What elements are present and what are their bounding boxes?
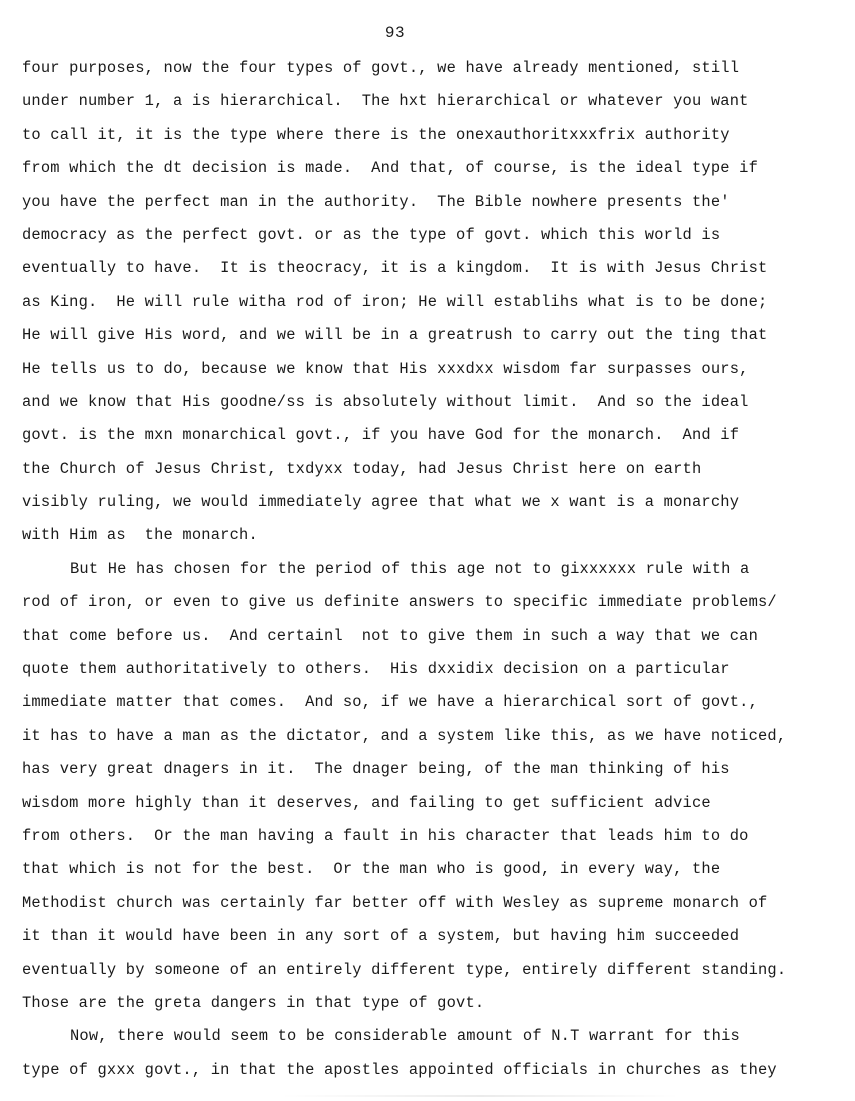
text-line: and we know that His goodne/ss is absolutely without limit. And so the ideal (22, 392, 749, 411)
text-line: Methodist church was certainly far better off with Wesley as supreme monarch of (22, 893, 768, 912)
scan-edge-shadow (280, 1095, 680, 1097)
text-line: with Him as the monarch. (22, 526, 258, 545)
text-line: it than it would have been in any sort of a system, but having him succeeded (22, 927, 740, 946)
text-line: has very great dnagers in it. The dnager being, of the man thinking of his (22, 760, 730, 779)
text-line: immediate matter that comes. And so, if we have a hierarchical sort of govt., (22, 693, 758, 712)
text-line: type of gxxx govt., in that the apostles appointed officials in churches as they (22, 1060, 777, 1079)
text-line: it has to have a man as the dictator, and a system like this, as we have noticed, (22, 726, 787, 745)
typed-text-body (22, 58, 842, 1093)
text-line: the Church of Jesus Christ, txdyxx today, had Jesus Christ here on earth (22, 459, 702, 478)
text-line: govt. is the mxn monarchical govt., if you have God for the monarch. And if (22, 426, 740, 445)
text-line: as King. He will rule witha rod of iron; He will establihs what is to be done; (22, 292, 768, 311)
text-line: quote them authoritatively to others. His dxxidix decision on a particular (22, 660, 730, 679)
text-line: eventually by someone of an entirely different type, entirely different standing. (22, 960, 787, 979)
paragraph-first-line: Now, there would seem to be considerable amount of N.T warrant for this (70, 1027, 740, 1046)
text-line: from others. Or the man having a fault in his character that leads him to do (22, 826, 749, 845)
text-line: He will give His word, and we will be in a greatrush to carry out the ting that (22, 326, 768, 345)
text-line: under number 1, a is hierarchical. The hxt hierarchical or whatever you want (22, 92, 749, 111)
page-number: 93 (384, 24, 406, 42)
text-line: He tells us to do, because we know that His xxxdxx wisdom far surpasses ours, (22, 359, 749, 378)
text-line: democracy as the perfect govt. or as the type of govt. which this world is (22, 225, 721, 244)
text-line: to call it, it is the type where there is the onexauthoritxxxfrix authority (22, 125, 730, 144)
text-line: visibly ruling, we would immediately agree that what we x want is a monarchy (22, 493, 740, 512)
text-line: Those are the greta dangers in that type of govt. (22, 993, 485, 1012)
text-line: that come before us. And certainl not to give them in such a way that we can (22, 626, 758, 645)
text-line: you have the perfect man in the authority. The Bible nowhere presents the' (22, 192, 730, 211)
text-line: eventually to have. It is theocracy, it is a kingdom. It is with Jesus Christ (22, 259, 768, 278)
text-line: from which the dt decision is made. And that, of course, is the ideal type if (22, 159, 758, 178)
paragraph-first-line: But He has chosen for the period of this age not to gixxxxxx rule with a (70, 559, 750, 578)
text-line: that which is not for the best. Or the man who is good, in every way, the (22, 860, 721, 879)
text-line: rod of iron, or even to give us definite answers to specific immediate problems/ (22, 593, 777, 612)
text-line: four purposes, now the four types of govt., we have already mentioned, still (22, 59, 740, 77)
text-line: wisdom more highly than it deserves, and failing to get sufficient advice (22, 793, 711, 812)
